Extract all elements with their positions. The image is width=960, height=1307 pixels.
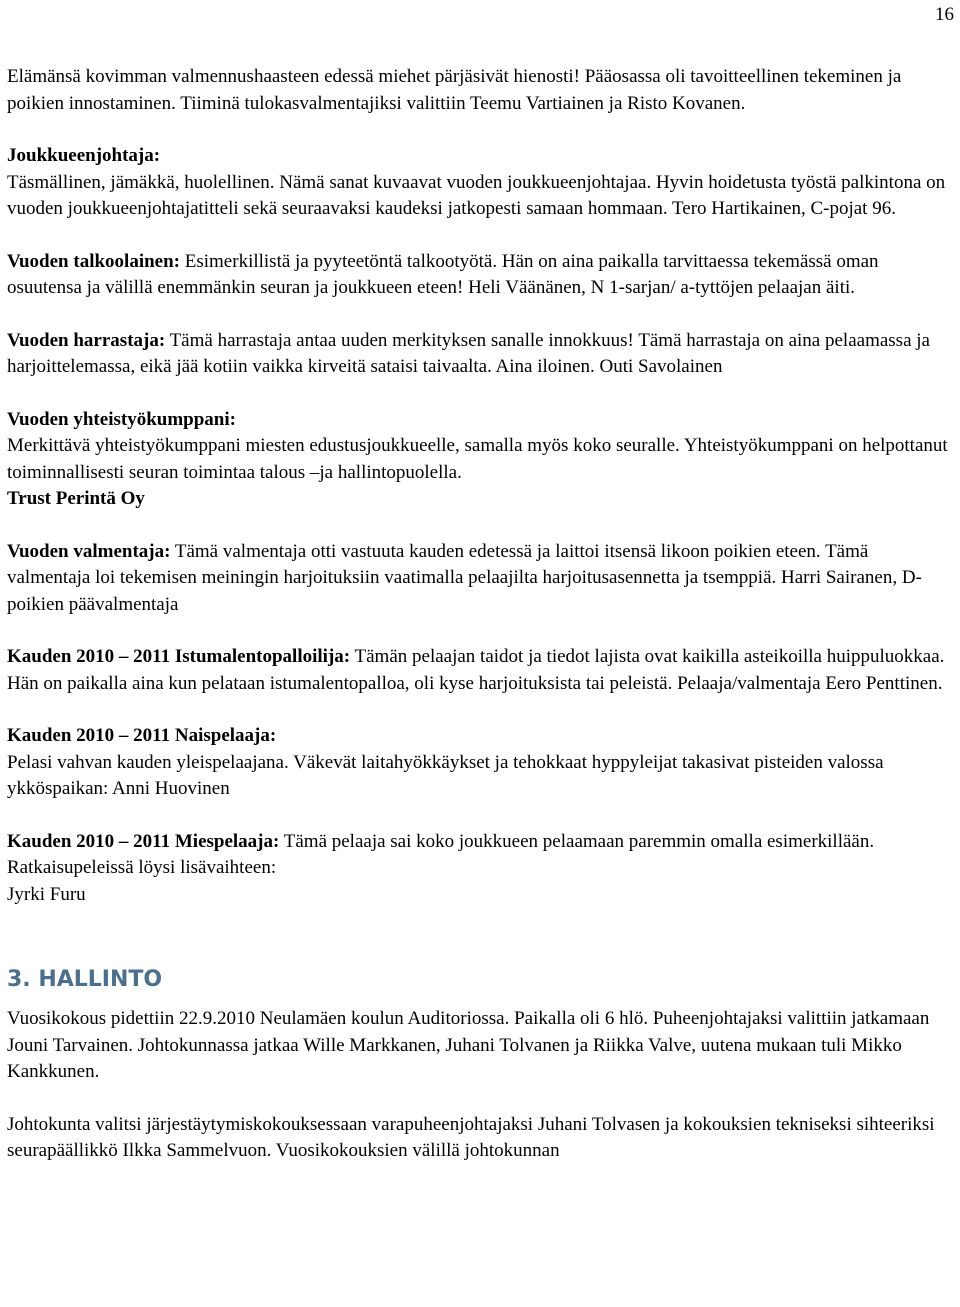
page-number: 16: [935, 4, 954, 25]
partner-label: Vuoden yhteistyökumppani:: [7, 408, 236, 430]
male-player-label: Kauden 2010 – 2011 Miespelaaja:: [7, 830, 280, 852]
team-manager-text: Täsmällinen, jämäkkä, huolellinen. Nämä sanat kuvaavat vuoden joukkueenjohtajaa. Hyvin hoidetusta työstä palkintona on vuoden joukkueenjohtajatitteli sekä seuraavaksi kaudeksi jatkopesti samaan hommaan. Tero Hartikainen, C-pojat 96.: [7, 171, 946, 219]
male-player-name: Jyrki Furu: [7, 883, 86, 905]
male-player-text: Tämä pelaaja sai koko joukkueen pelaamaan paremmin omalla esimerkillään. Ratkaisupeleissä löysi lisävaihteen:: [7, 830, 875, 878]
sitting-volleyball-text: Tämän pelaajan taidot ja tiedot lajista ovat kaikilla asteikoilla huippuluokkaa. Hän on paikalla aina kun pelataan istumalentopalloa, oli kyse harjoituksista tai peleistä. Pelaaja/valmentaja Eero Penttinen.: [7, 646, 945, 694]
hobbyist-text: Tämä harrastaja antaa uuden merkityksen sanalle innokkuus! Tämä harrastaja on aina pelaamassa ja harjoittelemassa, eikä jää kotiin vaikka kirveitä sataisi taivaalta. Aina iloinen. Outi Savolainen: [7, 329, 930, 377]
coach-text: Tämä valmentaja otti vastuuta kauden edetessä ja laittoi itsensä likoon poikien eteen. Tämä valmentaja loi tekemisen meiningin harjoituksiin vaatimalla pelaajilta harjoitusasennetta ja tsemppiä. Harri Sairanen, D-poikien päävalmentaja: [7, 540, 922, 615]
volunteer-paragraph: [7, 249, 952, 302]
male-player-paragraph: [7, 829, 952, 909]
document-body: [7, 64, 952, 1191]
annual-meeting-paragraph: Vuosikokous pidettiin 22.9.2010 Neulamäen koulun Auditoriossa. Paikalla oli 6 hlö. Puheenjohtajaksi valittiin jatkamaan Jouni Tarvainen. Johtokunnassa jatkaa Wille Markkanen, Juhani Tolvanen ja Riikka Valve, uutena mukaan tuli Mikko Kankkunen.: [7, 1008, 930, 1082]
board-paragraph: Johtokunta valitsi järjestäytymiskokouksessaan varapuheenjohtajaksi Juhani Tolvasen ja kokouksien tekniseksi sihteeriksi seurapäällikkö Ilkka Sammelvuon. Vuosikokouksien välillä johtokunnan: [7, 1113, 935, 1161]
female-player-text: Pelasi vahvan kauden yleispelaajana. Väkevät laitahyökkäykset ja tehokkaat hyppyleijat takasivat pisteiden valossa ykköspaikan: Anni Huovinen: [7, 751, 884, 799]
team-manager-label: Joukkueenjohtaja:: [7, 145, 161, 166]
volunteer-label: Vuoden talkoolainen:: [7, 250, 180, 272]
partner-paragraph: [7, 407, 952, 513]
section-heading-hallinto: 3. HALLINTO: [7, 967, 163, 992]
hobbyist-paragraph: [7, 328, 952, 381]
coach-label: Vuoden valmentaja:: [7, 540, 171, 562]
team-manager-paragraph: [7, 143, 952, 223]
partner-text: Merkittävä yhteistyökumppani miesten edustusjoukkueelle, samalla myös koko seuralle. Yhteistyökumppani on helpottanut toiminnallisesti seuran toimintaa talous –ja hallintopuolella.: [7, 435, 948, 483]
female-player-label: Kauden 2010 – 2011 Naispelaaja:: [7, 725, 277, 746]
volunteer-text: Esimerkillistä ja pyyteetöntä talkootyötä. Hän on aina paikalla tarvittaessa tekemässä oman osuutensa ja välillä enemmänkin seuran ja joukkueen eteen! Heli Väänänen, N 1-sarjan/ a-tyttöjen pelaajan äiti.: [7, 250, 879, 298]
coach-paragraph: [7, 539, 952, 619]
hobbyist-label: Vuoden harrastaja:: [7, 329, 166, 351]
female-player-paragraph: [7, 723, 952, 803]
sitting-volleyball-paragraph: [7, 644, 952, 697]
intro-paragraph: Elämänsä kovimman valmennushaasteen edessä miehet pärjäsivät hienosti! Pääosassa oli tavoitteellinen tekeminen ja poikien innostaminen. Tiiminä tulokasvalmentajiksi valittiin Teemu Vartiainen ja Risto Kovanen.: [7, 66, 902, 114]
sitting-volleyball-label: Kauden 2010 – 2011 Istumalentopalloilija:: [7, 646, 351, 667]
partner-name: Trust Perintä Oy: [7, 488, 145, 509]
